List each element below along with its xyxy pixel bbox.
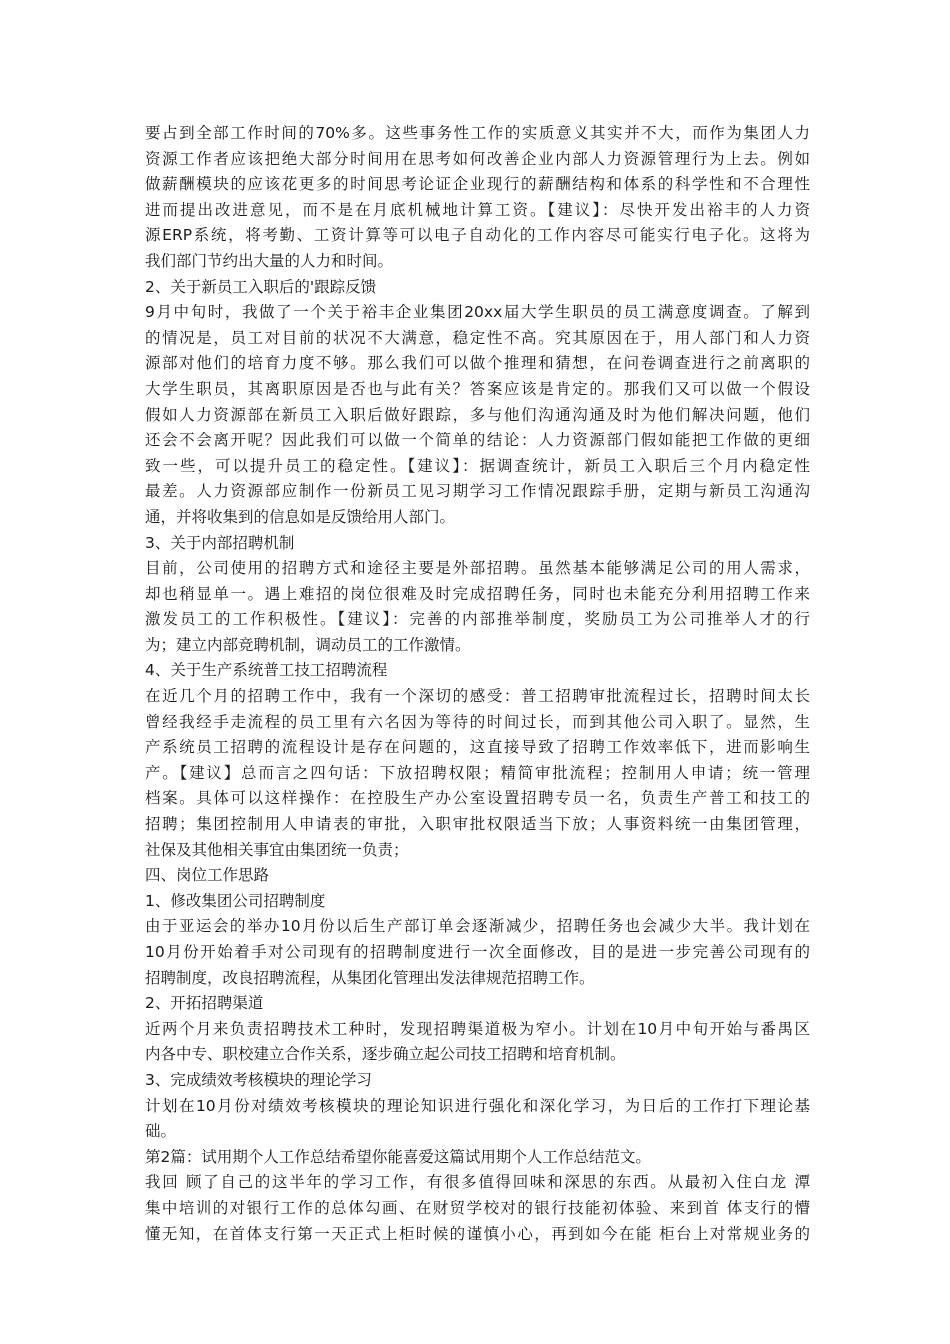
text-line: 2、开拓招聘渠道 [145,994,264,1013]
text-line: 进而提出改进意见，而不是在月底机械地计算工资。【建议】：尽快开发出裕丰的人力资 [145,200,810,219]
text-line: 最差。人力资源部应制作一份新员工见习期学习工作情况跟踪手册，定期与新员工沟通沟 [145,482,810,501]
text-line: 3、完成绩效考核模块的理论学习 [145,1070,372,1089]
text-line: 产。【建议】总而言之四句话：下放招聘权限；精简审批流程；控制用人申请；统一管理 [145,763,810,782]
text-line: 资源工作者应该把绝大部分时间用在思考如何改善企业内部人力资源管理行为上去。例如 [145,149,810,168]
text-line: 集中培训的对银行工作的总体勾画、在财贸学校对的银行技能初体验、来到首 体支行的懵 [145,1198,810,1217]
text-line: 由于亚运会的举办10月份以后生产部订单会逐渐减少，招聘任务也会减少大半。我计划在 [145,917,810,936]
text-line: 四、岗位工作思路 [145,866,270,885]
text-line: 1、修改集团公司招聘制度 [145,891,326,910]
text-line: 招聘制度，改良招聘流程，从集团化管理出发法律规范招聘工作。 [145,968,595,987]
text-line: 档案。具体可以这样操作：在控股生产办公室设置招聘专员一名，负责生产普工和技工的 [145,789,810,808]
text-line: 2、关于新员工入职后的'跟踪反馈 [145,277,377,296]
text-line: 致一些，可以提升员工的稳定性。【建议】：据调查统计，新员工入职后三个月内稳定性 [145,456,810,475]
text-line: 通，并将收集到的信息如是反馈给用人部门。 [145,507,456,526]
text-line: 我们部门节约出大量的人力和时间。 [145,251,394,270]
text-line: 3、关于内部招聘机制 [145,533,295,552]
text-line: 曾经我经手走流程的员工里有六名因为等待的时间过长，而到其他公司入职了。显然，生 [145,712,810,731]
text-line: 大学生职员，其离职原因是否也与此有关？答案应该是肯定的。那我们又可以做一个假设 [145,379,810,398]
text-line: 源ERP系统，将考勤、工资计算等可以电子自动化的工作内容尽可能实行电子化。这将为 [145,226,810,245]
text-line: 产系统员工招聘的流程设计是存在问题的，这直接导致了招聘工作效率低下，进而影响生 [145,738,810,757]
text-line: 的情况是，员工对目前的状况不大满意，稳定性不高。究其原因在于，用人部门和人力资 [145,328,810,347]
text-line: 源部对他们的培育力度不够。那么我们可以做个推理和猜想，在问卷调查进行之前离职的 [145,354,810,373]
text-line: 却也稍显单一。遇上难招的岗位很难及时完成招聘任务，同时也未能充分利用招聘工作来 [145,584,810,603]
text-line: 近两个月来负责招聘技术工种时，发现招聘渠道极为窄小。计划在10月中旬开始与番禺区 [145,1019,810,1038]
text-line: 我回 顾了自己的这半年的学习工作，有很多值得回味和深思的东西。从最初入住白龙 潭 [145,1173,810,1192]
text-line: 内各中专、职校建立合作关系，逐步确立起公司技工招聘和培育机制。 [145,1045,626,1064]
text-line: 在近几个月的招聘工作中，我有一个深切的感受：普工招聘审批流程过长，招聘时间太长 [145,687,810,706]
text-line: 懂无知，在首体支行第一天正式上柜时候的谨慎小心，再到如今在能 柜台上对常规业务的 [145,1224,810,1243]
text-line: 9月中旬时，我做了一个关于裕丰企业集团20xx届大学生职员的员工满意度调查。了解到 [145,303,810,322]
text-line: 社保及其他相关事宜由集团统一负责； [145,840,409,859]
text-line: 要占到全部工作时间的70%多。这些事务性工作的实质意义其实并不大，而作为集团人力 [145,124,810,142]
text-line: 做薪酬模块的应该花更多的时间思考论证企业现行的薪酬结构和体系的科学性和不合理性 [145,175,810,194]
text-line: 计划在10月份对绩效考核模块的理论知识进行强化和深化学习，为日后的工作打下理论基 [145,1096,810,1115]
text-line: 目前，公司使用的招聘方式和途径主要是外部招聘。虽然基本能够满足公司的用人需求， [145,559,810,578]
text-line: 10月份开始着手对公司现有的招聘制度进行一次全面修改，目的是进一步完善公司现有的 [145,943,810,961]
text-line: 激发员工的工作积极性。【建议】：完善的内部推举制度，奖励员工为公司推举人才的行 [145,610,810,629]
text-line: 第2篇：试用期个人工作总结希望你能喜爱这篇试用期个人工作总结范文。 [145,1147,651,1166]
text-line: 4、关于生产系统普工技工招聘流程 [145,661,388,680]
text-line: 础。 [145,1122,177,1141]
text-line: 还会不会离开呢？因此我们可以做一个简单的结论：人力资源部门假如能把工作做的更细 [145,431,810,450]
text-line: 假如人力资源部在新员工入职后做好跟踪，多与他们沟通沟通及时为他们解决问题，他们 [145,405,810,424]
text-line: 为；建立内部竞聘机制，调动员工的工作激情。 [145,635,471,654]
text-line: 招聘；集团控制用人申请表的审批，入职审批权限适当下放；人事资料统一由集团管理， [145,815,810,834]
document-body [145,121,810,1247]
